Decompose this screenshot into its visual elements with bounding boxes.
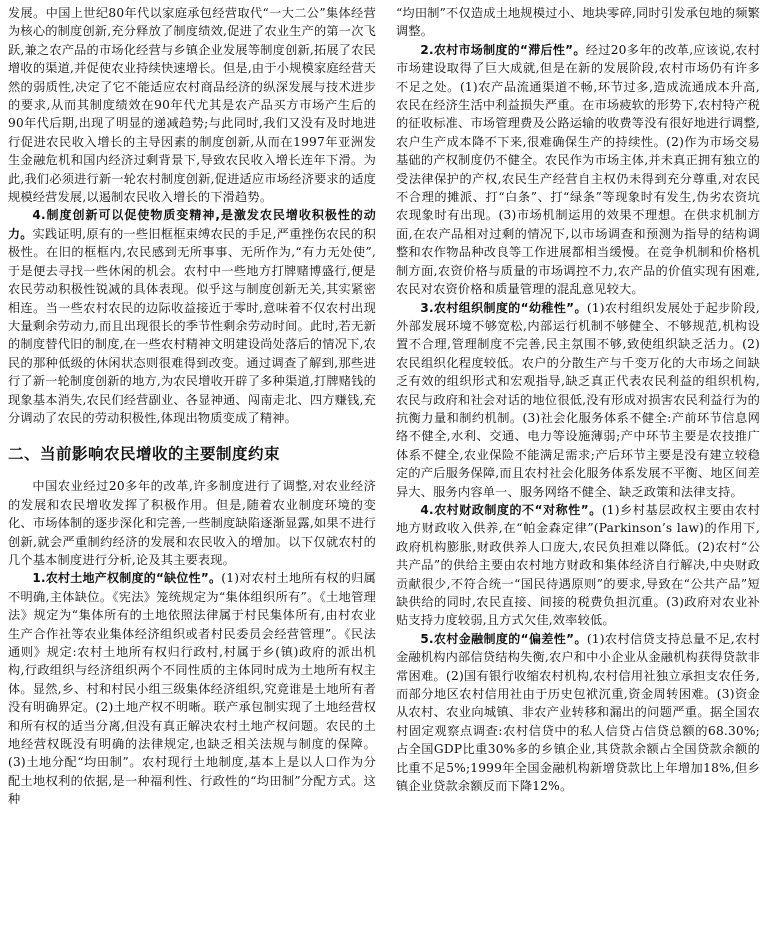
paragraph-text: (1)农村信贷支持总量不足,农村金融机构内部信贷结构失衡,农户和中小企业从金融机构获得贷款非常困难。(2)国有银行收缩农村机构,农村信用社独立承担支农任务,而部分地区农村信用社由于历史包袱沉重,资金周转困难。(3)资金从农村、农业向城镇、非农产业转移和漏出的问题严重。据全国农村固定观察点调查:农村信贷中的私人信贷占信贷总额的68.30%;占全国GDP比重30%多的乡镇企业,其贷款余额占全国贷款余额的比重不足5%;1999年全国金融机构新增贷款比上年增加18%,但乡镇企业贷款余额反而下降12%。 [396, 631, 760, 794]
point-heading: 4.农村财政制度的不“对称性”。 [420, 502, 602, 517]
paragraph-text: (1)对农村土地所有权的归属不明确,主体缺位。《宪法》笼统规定为“集体组织所有”。《土地管理法》规定为“集体所有的土地依照法律属于村民集体所有,由村农业生产合作社等农业集体经济组织或者村民委员会经营管理”。《民法通则》规定:农村土地所有权归行政村,村属于乡(镇)政府的派出机构,行政组织与经济组织两个不同性质的主体同时成为土地所有权主体。显然,乡、村和村民小组三级集体经济组织,究竟谁是土地所有者没有明确界定。(2)土地产权不明晰。联产承包制实现了土地经营权和所有权的适当分离,但没有真正解决农村土地产权问题。农民的土地经营权既没有明确的法律规定,也缺乏相关法规与制度的保障。(3)土地分配“均田制”。农村现行土地制度,基本上是以人口作为分配土地权利的依据,是一种福利性、行政性的“均田制”分配方式。这种 [8, 571, 376, 807]
paragraph: 中国农业经过20多年的改革,许多制度进行了调整,对农业经济的发展和农民增收发挥了积极作用。但是,随着农业制度环境的变化、市场体制的逐步深化和完善,一些制度缺陷逐渐显露,如果不进行创新,就会严重制约经济的发展和农民收入的增加。以下仅就农村的几个基本制度进行分析,论及其主要表现。 [8, 479, 376, 567]
section-heading: 二、当前影响农民增收的主要制度约束 [8, 445, 281, 464]
point-heading: 4.制度创新可以促使物质变精神,是激发农民增收积极性的动力。 [8, 208, 376, 241]
point-heading: 2.农村市场制度的“滞后性”。 [420, 42, 586, 57]
paragraph [396, 501, 760, 630]
paragraph: “均田制”不仅造成土地规模过小、地块零碎,同时引发承包地的频繁调整。 [396, 6, 760, 39]
paragraph [396, 299, 760, 501]
paragraph-text: 实践证明,原有的一些旧框框束缚农民的手足,严重挫伤农民的积极性。在旧的框框内,农民感到无所事事、无所作为,“有力无处使”,于是便去寻找一些休闲的机会。农村中一些地方打牌赌博盛行,便是农民劳动积极性锐减的具体表现。似乎这与制度创新无关,其实紧密相连。当一些农村农民的边际收益接近于零时,意味着不仅农村出现大量剩余劳动力,而且出现很长的季节性剩余劳动时间。此时,若无新的制度替代旧的制度,在一些农村精神文明建设尚处落后的情况下,农民的那种低级的休闲状态则很难得到改变。通过调查了解到,那些进行了新一轮制度创新的地方,为农民增收开辟了多种渠道,打牌赌钱的现象基本消失,农民们经营副业、各显神通、闯南走北、四方赚钱,充分调动了农民的劳动积极性,体现出物质变成了精神。 [8, 226, 376, 425]
paragraph: 发展。中国上世纪80年代以家庭承包经营取代“一大二公”集体经营为核心的制度创新,充分释放了制度绩效,促进了农业生产的第一次飞跃,兼之农产品的市场化经营与乡镇企业发展等制度创新,拓展了农民增收的渠道,并促使农业持续快速增长。但是,由于小规模家庭经营天然的弱质性,决定了它不能适应农村商品经济的纵深发展与技术进步的要求,从而其制度绩效在90年代尤其是农产品买方市场产生后的90年代后期,出现了明显的递减趋势;与此同时,我们又没有及时地进行促进农民收入增长的主导因素的制度创新,从而在1997年亚洲发生金融危机和国内经济过剩背景下,导致农民收入增长连年下滑。为此,我们必须进行新一轮农村制度创新,促进适应市场经济要求的适度规模经营发展,以遏制农民收入增长的下滑趋势。 [8, 6, 376, 205]
point-heading: 1.农村土地产权制度的“缺位性”。 [32, 571, 222, 586]
left-column [8, 4, 376, 809]
paragraph-text: 经过20多年的改革,应该说,农村市场建设取得了巨大成就,但是在新的发展阶段,农村市场仍有许多不足之处。(1)农产品流通渠道不畅,环节过多,造成流通成本升高,农民在经济生活中利益损失严重。在市场疲软的形势下,农村特产税的征收标准、市场管理费及公路运输的收费等没有很好地进行调整,农户生产成本降不下来,很难确保生产的持续性。(2)作为市场交易基础的产权制度仍不健全。农民作为市场主体,并未真正拥有独立的受法律保护的产权,农民生产经营自主权仍未得到充分尊重,对农民不合理的摊派、打“白条”、打“绿条”等现象时有发生,伪劣农资坑农现象时有出现。(3)市场机制运用的效果不理想。在供求机制方面,在农产品相对过剩的情况下,以市场调查和预测为指导的结构调整和农作物品种改良等工作进展都相当缓慢。在竞争机制和价格机制方面,农资价格与质量的市场调控不力,农产品的价值实现有困难,农民对农资价格和质量管理的混乱意见较大。 [396, 42, 760, 297]
paragraph [396, 41, 760, 299]
paragraph-text: (1)乡村基层政权主要由农村地方财政收入供养,在“帕金森定律”(Parkinson’s law)的作用下,政府机构膨胀,财政供养人口庞大,农民负担难以降低。(2)农村“公共产品”的供给主要由农村地方财政和集体经济自行解决,中央财政贡献很少,不符合统一“国民待遇原则”的要求,导致在“公共产品”短缺供给的同时,农民直接、间接的税费负担沉重。(3)政府对农业补贴支持力度较弱,且方式欠佳,效率较低。 [396, 502, 760, 628]
point-heading: 5.农村金融制度的“偏差性”。 [420, 631, 587, 646]
paragraph [396, 630, 760, 796]
right-column [396, 4, 760, 795]
paragraph [8, 206, 376, 427]
paragraph [8, 569, 376, 808]
point-heading: 3.农村组织制度的“幼稚性”。 [420, 300, 587, 315]
paragraph-text: (1)农村组织发展处于起步阶段,外部发展环境不够宽松,内部运行机制不够健全、不够规范,机构设置不合理,管理制度不完善,民主氛围不够,致使组织缺乏活力。(2)农民组织化程度较低。农户的分散生产与千变万化的大市场之间缺乏有效的组织形式和宏观指导,缺乏真正代表农民利益的组织机构,农民与政府和社会对话的地位很低,没有形成对损害农民利益行为的抗衡力量和制约机制。(3)社会化服务体系不健全:产前环节信息网络不健全,水利、交通、电力等设施薄弱;产中环节主要是农技推广体系不健全,农业保险不能满足需求;产后环节主要是没有建立较稳定的产后服务保障,而且农村社会化服务体系发展不平衡、地区间差异大、服务内容单一、服务网络不健全、缺乏政策和法律支持。 [396, 300, 760, 499]
